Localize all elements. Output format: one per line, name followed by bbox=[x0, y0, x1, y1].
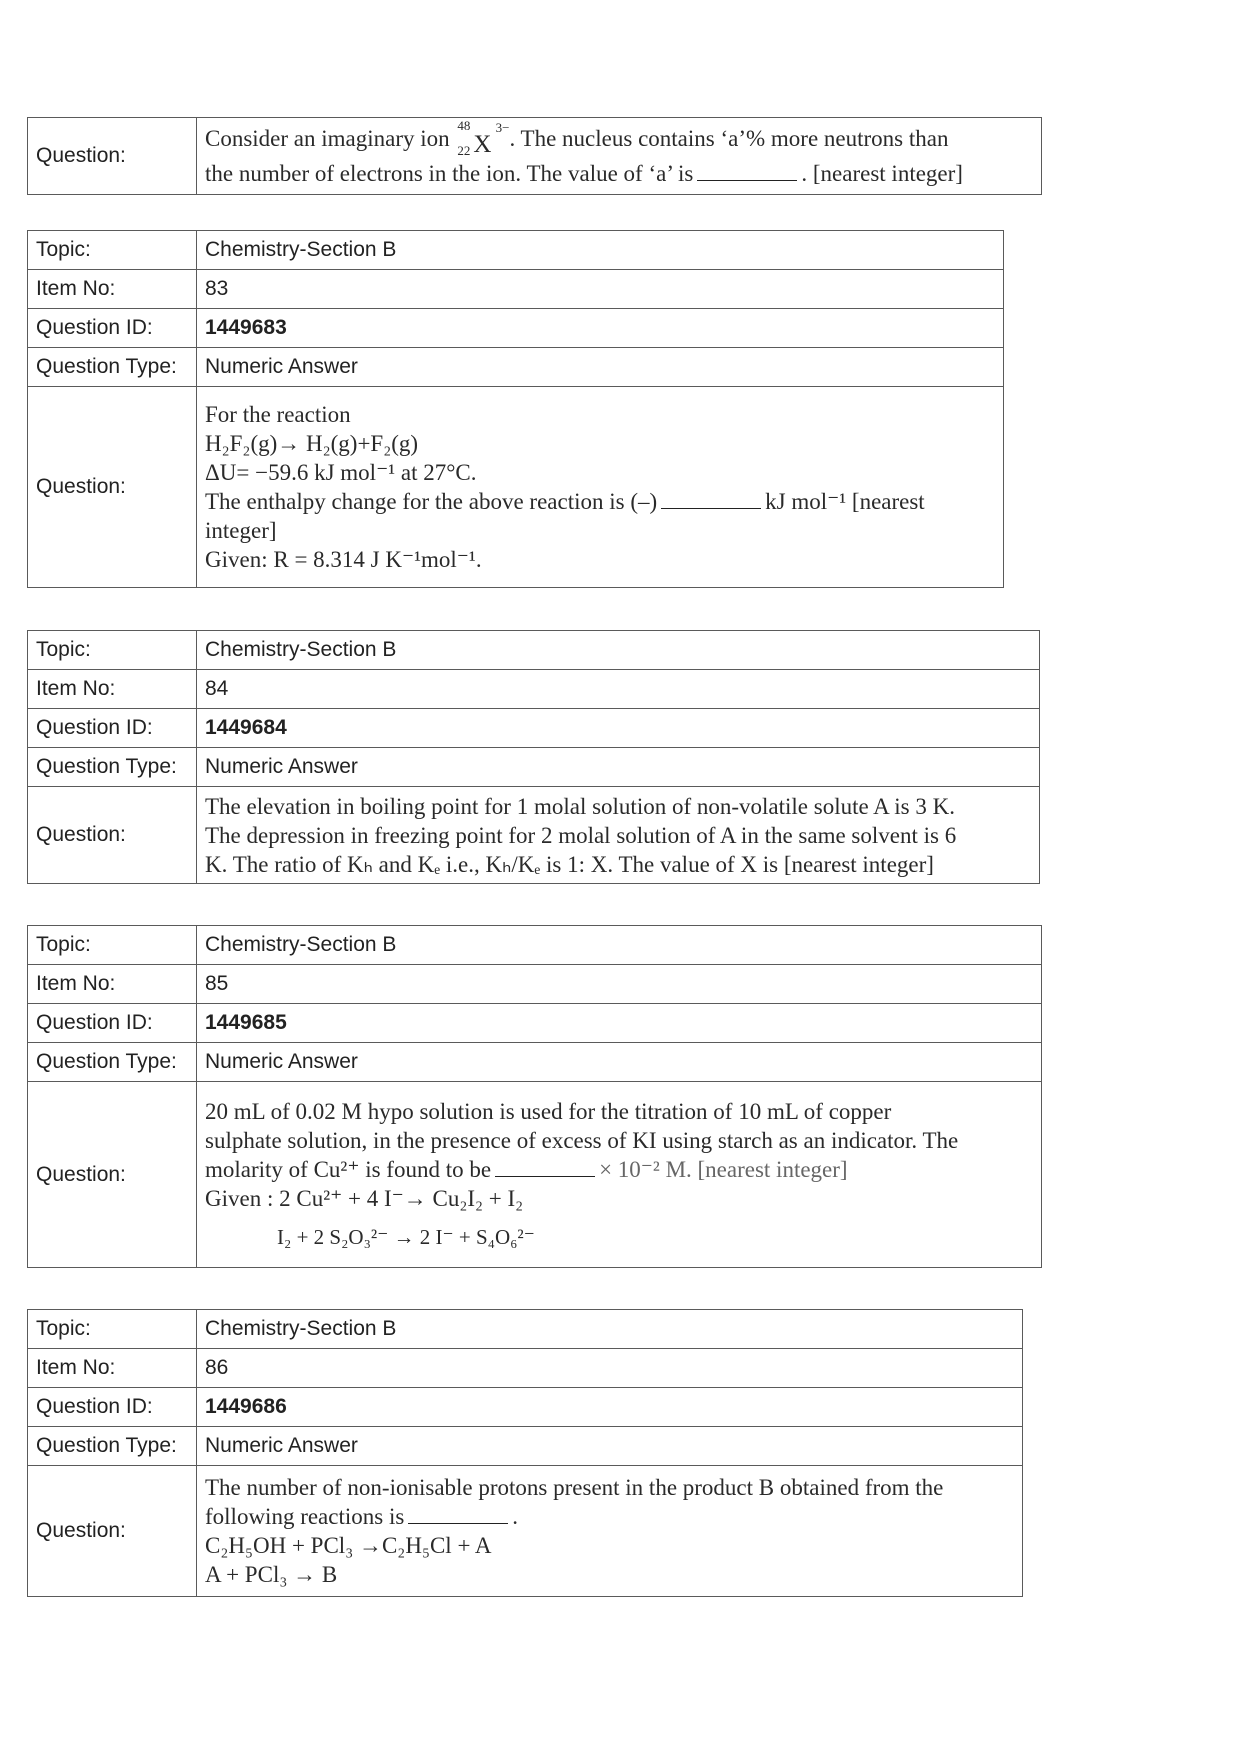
question-id-label: Question ID: bbox=[28, 709, 197, 748]
question-type-label: Question Type: bbox=[28, 1427, 197, 1466]
topic-label: Topic: bbox=[28, 1310, 197, 1349]
question-83-text bbox=[197, 387, 1004, 588]
question-type-value: Numeric Answer bbox=[197, 1427, 1023, 1466]
question-label: Question: bbox=[28, 387, 197, 588]
q83-line4-before: The enthalpy change for the above reaction is (–) bbox=[205, 489, 658, 514]
item-no-label: Item No: bbox=[28, 1349, 197, 1388]
question-type-value: Numeric Answer bbox=[197, 348, 1004, 387]
q84-line1: The elevation in boiling point for 1 molal solution of non-volatile solute A is 3 K. bbox=[205, 793, 955, 819]
item-no-value: 84 bbox=[197, 670, 1040, 709]
question-id-value: 1449685 bbox=[197, 1004, 1042, 1043]
q86-line2-before: following reactions is bbox=[205, 1504, 405, 1529]
item-no-value: 83 bbox=[197, 270, 1004, 309]
q84-line2: The depression in freezing point for 2 molal solution of A in the same solvent is 6 bbox=[205, 822, 957, 848]
topic-label: Topic: bbox=[28, 631, 197, 670]
question-id-label: Question ID: bbox=[28, 1004, 197, 1043]
question-label: Question: bbox=[28, 118, 197, 195]
q85-line5: I₂ + 2 S₂O₃²⁻ → 2 I⁻ + S₄O₆²⁻ bbox=[277, 1225, 535, 1249]
q83-line3: ΔU= −59.6 kJ mol⁻¹ at 27°C. bbox=[205, 460, 477, 485]
q86-line3: C₂H₅OH + PCl₃ →C₂H₅Cl + A bbox=[205, 1533, 492, 1558]
q82-line2-after: . [nearest integer] bbox=[801, 161, 963, 186]
item-no-label: Item No: bbox=[28, 270, 197, 309]
q85-line2: sulphate solution, in the presence of excess of KI using starch as an indicator. The bbox=[205, 1128, 959, 1153]
topic-value: Chemistry-Section B bbox=[197, 1310, 1023, 1349]
question-82-table bbox=[27, 117, 1042, 195]
question-label: Question: bbox=[28, 1466, 197, 1597]
topic-label: Topic: bbox=[28, 926, 197, 965]
topic-label: Topic: bbox=[28, 231, 197, 270]
q86-line4: A + PCl₃ → B bbox=[205, 1562, 338, 1587]
question-84-text bbox=[197, 787, 1040, 884]
item-no-value: 85 bbox=[197, 965, 1042, 1004]
question-type-label: Question Type: bbox=[28, 1043, 197, 1082]
question-id-value: 1449684 bbox=[197, 709, 1040, 748]
q83-line6: Given: R = 8.314 J K⁻¹mol⁻¹. bbox=[205, 547, 482, 572]
question-85-text bbox=[197, 1082, 1042, 1268]
question-type-label: Question Type: bbox=[28, 748, 197, 787]
q83-line4-after: kJ mol⁻¹ [nearest bbox=[765, 489, 925, 514]
question-id-value: 1449683 bbox=[197, 309, 1004, 348]
q85-line1: 20 mL of 0.02 M hypo solution is used for the titration of 10 mL of copper bbox=[205, 1099, 892, 1124]
q82-line1-after: . The nucleus contains ‘a’% more neutrons than bbox=[509, 126, 949, 151]
question-82-text bbox=[197, 118, 1042, 195]
question-86-table bbox=[27, 1309, 1023, 1597]
q85-line3-before: molarity of Cu²⁺ is found to be bbox=[205, 1157, 492, 1182]
answer-blank bbox=[697, 179, 797, 181]
question-86-text bbox=[197, 1466, 1023, 1597]
item-no-label: Item No: bbox=[28, 965, 197, 1004]
topic-value: Chemistry-Section B bbox=[197, 926, 1042, 965]
item-no-label: Item No: bbox=[28, 670, 197, 709]
item-no-value: 86 bbox=[197, 1349, 1023, 1388]
answer-blank bbox=[495, 1175, 595, 1177]
q82-line1-before: Consider an imaginary ion bbox=[205, 126, 450, 151]
q85-line4: Given : 2 Cu²⁺ + 4 I⁻→ Cu₂I₂ + I₂ bbox=[205, 1186, 524, 1211]
question-type-value: Numeric Answer bbox=[197, 1043, 1042, 1082]
q86-line1: The number of non-ionisable protons present in the product B obtained from the bbox=[205, 1475, 944, 1500]
q84-line3: K. The ratio of Kₕ and Kₑ i.e., Kₕ/Kₑ is 1: X. The value of X is [nearest integer] bbox=[205, 851, 934, 877]
answer-blank bbox=[661, 507, 761, 509]
q83-line2: H₂F₂(g)→ H₂(g)+F₂(g) bbox=[205, 431, 419, 456]
question-type-label: Question Type: bbox=[28, 348, 197, 387]
question-type-value: Numeric Answer bbox=[197, 748, 1040, 787]
question-label: Question: bbox=[28, 1082, 197, 1268]
topic-value: Chemistry-Section B bbox=[197, 631, 1040, 670]
answer-blank bbox=[408, 1522, 508, 1524]
nuclide-symbol: 48 22 X 3− bbox=[457, 118, 510, 158]
question-id-label: Question ID: bbox=[28, 1388, 197, 1427]
question-id-value: 1449686 bbox=[197, 1388, 1023, 1427]
topic-value: Chemistry-Section B bbox=[197, 231, 1004, 270]
question-85-table bbox=[27, 925, 1042, 1268]
question-84-table bbox=[27, 630, 1040, 884]
question-label: Question: bbox=[28, 787, 197, 884]
q83-line5: integer] bbox=[205, 518, 277, 543]
q86-line2-after: . bbox=[512, 1504, 519, 1529]
q85-line3-after: × 10⁻² M. [nearest integer] bbox=[599, 1157, 848, 1182]
question-83-table bbox=[27, 230, 1004, 588]
question-id-label: Question ID: bbox=[28, 309, 197, 348]
q83-line1: For the reaction bbox=[205, 402, 351, 427]
q82-line2-before: the number of electrons in the ion. The value of ‘a’ is bbox=[205, 161, 694, 186]
